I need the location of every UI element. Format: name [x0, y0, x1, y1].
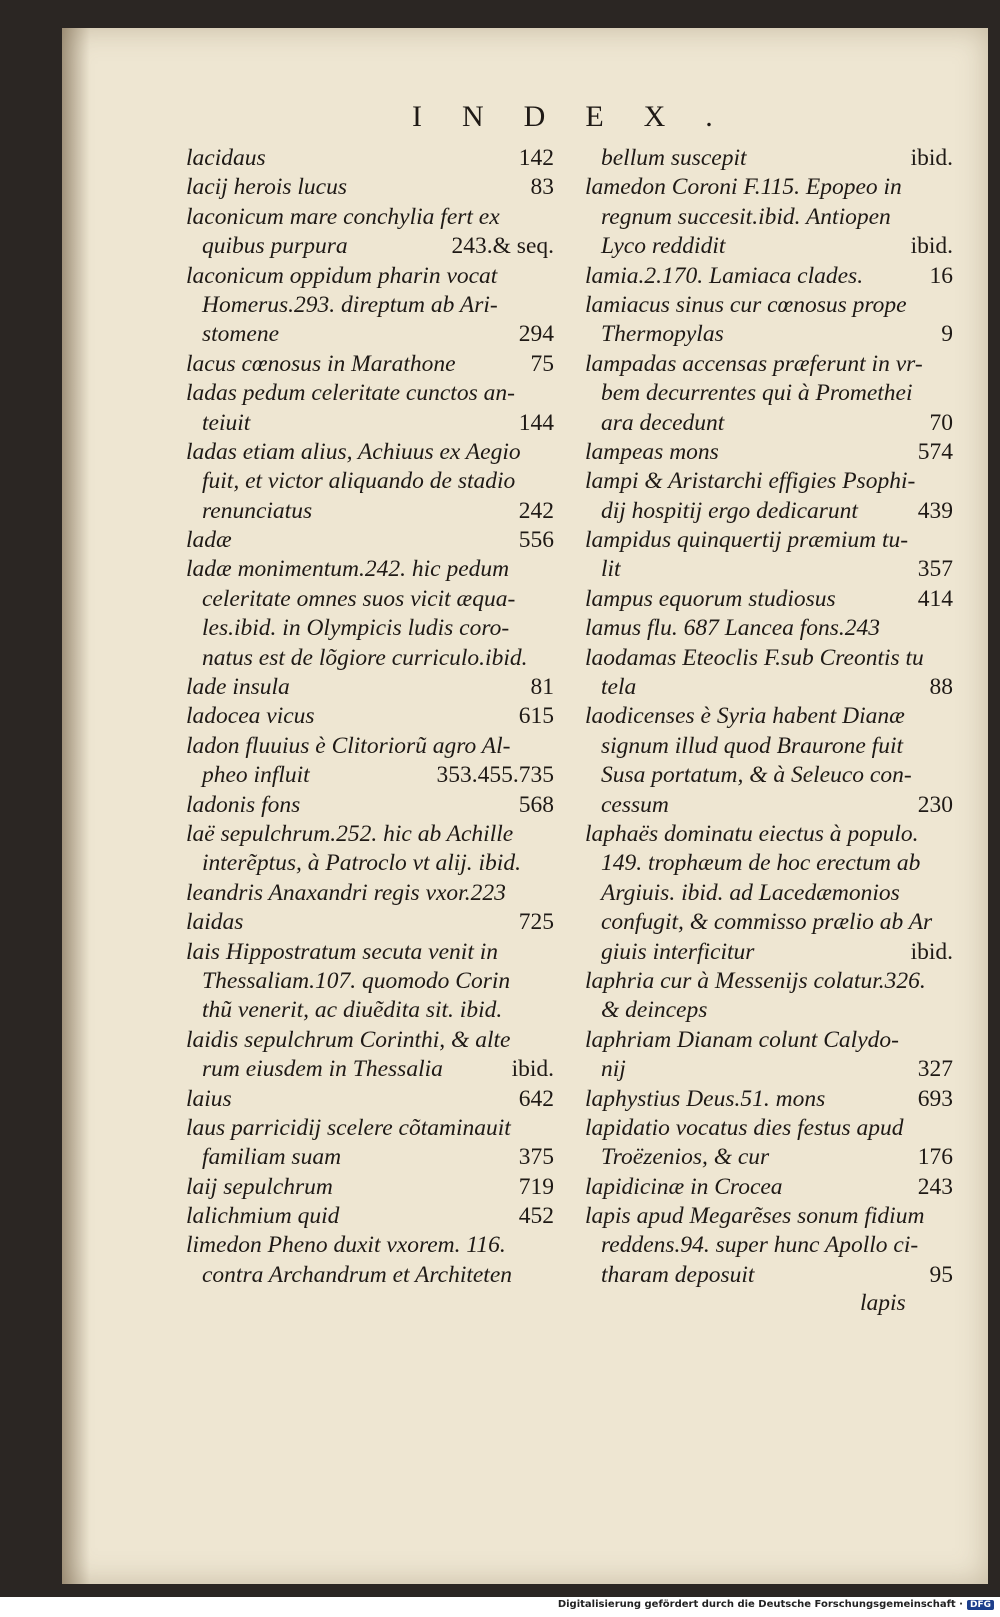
entry-text: Thermopylas	[601, 321, 724, 348]
index-entry-line	[585, 232, 953, 261]
entry-text: reddens.94. super hunc Apollo ci-	[601, 1232, 919, 1259]
entry-text: lamiacus sinus cur cœnosus prope	[585, 291, 907, 318]
entry-text: renunciatus	[202, 497, 313, 524]
entry-page-reference: 357	[917, 556, 953, 583]
index-entry-line	[585, 438, 953, 467]
index-entry-line	[186, 350, 554, 379]
entry-text: giuis interficitur	[601, 938, 755, 965]
index-entry-line	[186, 614, 554, 643]
entry-text: teiuit	[202, 409, 251, 436]
index-entry-line	[186, 526, 554, 555]
index-entry-line	[585, 497, 953, 526]
entry-text: Argiuis. ibid. ad Lacedæmonios	[601, 879, 900, 906]
index-entry-line	[585, 791, 953, 820]
entry-page-reference: 725	[518, 909, 554, 936]
index-entry-line	[585, 1055, 953, 1084]
page-gutter-shadow	[62, 28, 90, 1584]
entry-text: lacus cœnosus in Marathone	[186, 350, 456, 377]
entry-page-reference: 574	[917, 438, 953, 465]
entry-text: ara decedunt	[601, 409, 725, 436]
index-entry-line	[585, 1173, 953, 1202]
entry-text: Susa portatum, & à Seleuco con-	[601, 762, 912, 789]
footer-text: Digitalisierung gefördert durch die Deutsche Forschungsgemeinschaft	[557, 1599, 956, 1610]
index-entry-line	[186, 409, 554, 438]
index-entry-line	[186, 379, 554, 408]
entry-text: lapidatio vocatus dies festus apud	[585, 1114, 904, 1141]
entry-page-reference: 693	[917, 1085, 953, 1112]
index-entry-line	[585, 1202, 953, 1231]
catchword: lapis	[860, 1290, 906, 1316]
index-entry-line	[585, 1261, 953, 1290]
index-entry-line	[585, 585, 953, 614]
index-entry-line	[186, 1173, 554, 1202]
entry-text: nij	[601, 1056, 626, 1083]
index-entry-line	[585, 761, 953, 790]
entry-text: laphaës dominatu eiectus à populo.	[585, 820, 919, 847]
entry-text: lampus equorum studiosus	[585, 585, 836, 612]
entry-text: lade insula	[186, 674, 290, 701]
index-entry-line	[186, 1026, 554, 1055]
entry-text: lampi & Aristarchi effigies Psophi-	[585, 468, 916, 495]
entry-text: dij hospitij ergo dedicarunt	[601, 497, 858, 524]
entry-text: regnum succesit.ibid. Antiopen	[601, 203, 891, 230]
index-entry-line	[186, 938, 554, 967]
entry-page-reference: 70	[929, 409, 953, 436]
entry-text: ladocea vicus	[186, 703, 315, 730]
entry-page-reference: 88	[929, 674, 953, 701]
entry-page-reference: 568	[518, 791, 554, 818]
index-entry-line	[585, 967, 953, 996]
entry-text: lalichmium quid	[186, 1203, 340, 1230]
entry-text: lamus flu. 687 Lancea fons.243	[585, 615, 881, 642]
index-entry-line	[186, 908, 554, 937]
entry-text: ladæ monimentum.242. hic pedum	[186, 556, 510, 583]
entry-text: confugit, & commisso prælio ab Ar	[601, 909, 933, 936]
entry-page-reference: 327	[917, 1056, 953, 1083]
entry-text: Lyco reddidit	[601, 233, 726, 260]
entry-text: & deinceps	[601, 997, 708, 1024]
entry-text: lampidus quinquertij præmium tu-	[585, 527, 909, 554]
entry-text: familiam suam	[202, 1144, 342, 1171]
index-entry-line	[186, 761, 554, 790]
entry-text: lamedon Coroni F.115. Epopeo in	[585, 174, 902, 201]
entry-page-reference: 414	[917, 585, 953, 612]
index-entry-line	[186, 262, 554, 291]
entry-text: lacij herois lucus	[186, 174, 348, 201]
dfg-logo-icon: DFG	[967, 1600, 994, 1610]
entry-text: ladas etiam alius, Achiuus ex Aegio	[186, 438, 521, 465]
entry-text: bellum suscepit	[601, 145, 747, 171]
entry-text: lit	[601, 556, 621, 583]
entry-text: interẽptus, à Patroclo vt alij. ibid.	[202, 850, 521, 877]
index-entry-line	[585, 291, 953, 320]
index-entry-line	[186, 585, 554, 614]
index-entry-line	[186, 673, 554, 702]
entry-page-reference: 95	[929, 1261, 953, 1288]
index-entry-line	[186, 173, 554, 202]
index-entry-line	[186, 1202, 554, 1231]
entry-page-reference: 9	[941, 321, 953, 348]
entry-text: laodicenses è Syria habent Dianæ	[585, 703, 905, 730]
entry-page-reference: ibid.	[511, 1056, 554, 1083]
entry-text: laidis sepulchrum Corinthi, & alte	[186, 1026, 511, 1053]
entry-page-reference: 294	[518, 321, 554, 348]
index-entry-line	[585, 938, 953, 967]
entry-text: lapidicinæ in Crocea	[585, 1173, 783, 1200]
page-header: INDEX.	[412, 100, 753, 133]
index-entry-line	[186, 203, 554, 232]
index-entry-line	[585, 320, 953, 349]
entry-text: laius	[186, 1085, 232, 1112]
index-column-right	[585, 144, 953, 1290]
entry-page-reference: 83	[530, 174, 554, 201]
index-entry-line	[585, 409, 953, 438]
entry-page-reference: 719	[518, 1173, 554, 1200]
entry-page-reference: 142	[518, 145, 554, 171]
entry-text: Troëzenios, & cur	[601, 1144, 770, 1171]
entry-text: laidas	[186, 909, 244, 936]
index-entry-line	[186, 1085, 554, 1114]
index-entry-line	[585, 996, 953, 1025]
entry-text: thũ venerit, ac diuẽdita sit. ibid.	[202, 997, 503, 1024]
entry-text: natus est de lõgiore curriculo.ibid.	[202, 644, 528, 671]
entry-page-reference: 242	[518, 497, 554, 524]
entry-text: laë sepulchrum.252. hic ab Achille	[186, 820, 514, 847]
index-entry-line	[585, 379, 953, 408]
index-entry-line	[186, 144, 554, 173]
index-entry-line	[585, 555, 953, 584]
entry-page-reference: ibid.	[910, 145, 953, 171]
index-column-left	[186, 144, 554, 1290]
index-entry-line	[585, 1231, 953, 1260]
entry-text: tharam deposuit	[601, 1261, 755, 1288]
entry-text: Thessaliam.107. quomodo Corin	[202, 967, 511, 994]
index-entry-line	[186, 879, 554, 908]
entry-text: bem decurrentes qui à Promethei	[601, 380, 913, 407]
entry-text: signum illud quod Braurone fuit	[601, 732, 904, 759]
index-entry-line	[585, 1085, 953, 1114]
index-entry-line	[585, 702, 953, 731]
index-entry-line	[585, 526, 953, 555]
index-entry-line	[585, 1143, 953, 1172]
entry-page-reference: 243	[917, 1173, 953, 1200]
entry-page-reference: 642	[518, 1085, 554, 1112]
entry-text: leandris Anaxandri regis vxor.223	[186, 879, 506, 906]
entry-page-reference: 452	[518, 1203, 554, 1230]
index-entry-line	[585, 879, 953, 908]
entry-text: quibus purpura	[202, 233, 348, 260]
entry-text: 149. trophæum de hoc erectum ab	[601, 850, 921, 877]
index-entry-line	[186, 820, 554, 849]
digitization-footer: Digitalisierung gefördert durch die Deutsche Forschungsgemeinschaft · DFG	[558, 1599, 994, 1610]
entry-text: contra Archandrum et Architeten	[202, 1261, 513, 1288]
index-entry-line	[186, 438, 554, 467]
index-entry-line	[585, 203, 953, 232]
index-entry-line	[186, 702, 554, 731]
entry-text: fuit, et victor aliquando de stadio	[202, 468, 516, 495]
index-entry-line	[186, 467, 554, 496]
entry-text: ladonis fons	[186, 791, 301, 818]
entry-text: ladas pedum celeritate cunctos an-	[186, 380, 515, 407]
index-entry-line	[585, 820, 953, 849]
entry-text: laphystius Deus.51. mons	[585, 1085, 826, 1112]
index-entry-line	[585, 262, 953, 291]
index-entry-line	[585, 849, 953, 878]
index-entry-line	[585, 1026, 953, 1055]
index-entry-line	[186, 732, 554, 761]
entry-page-reference: ibid.	[910, 233, 953, 260]
entry-page-reference: 375	[518, 1144, 554, 1171]
entry-text: lampadas accensas præferunt in vr-	[585, 350, 923, 377]
index-entry-line	[585, 350, 953, 379]
index-entry-line	[585, 467, 953, 496]
index-entry-line	[585, 144, 953, 173]
entry-text: rum eiusdem in Thessalia	[202, 1056, 443, 1083]
entry-text: laconicum oppidum pharin vocat	[186, 262, 498, 289]
index-entry-line	[186, 1143, 554, 1172]
entry-text: laconicum mare conchylia fert ex	[186, 203, 500, 230]
entry-page-reference: 615	[518, 703, 554, 730]
entry-text: pheo influit	[202, 762, 310, 789]
entry-text: lapis apud Megarẽses sonum fidium	[585, 1203, 925, 1230]
entry-text: lacidaus	[186, 145, 266, 171]
index-entry-line	[186, 996, 554, 1025]
entry-page-reference: 81	[530, 674, 554, 701]
entry-text: laij sepulchrum	[186, 1173, 333, 1200]
index-entry-line	[585, 173, 953, 202]
entry-text: laphriam Dianam colunt Calydo-	[585, 1026, 899, 1053]
entry-text: laus parricidij scelere cõtaminauit	[186, 1114, 511, 1141]
index-entry-line	[186, 1055, 554, 1084]
index-entry-line	[585, 732, 953, 761]
entry-page-reference: 176	[917, 1144, 953, 1171]
index-entry-line	[186, 967, 554, 996]
entry-text: lamia.2.170. Lamiaca clades.	[585, 262, 864, 289]
entry-text: ladon fluuius è Clitoriorũ agro Al-	[186, 732, 511, 759]
entry-page-reference: ibid.	[910, 938, 953, 965]
index-entry-line	[186, 1261, 554, 1290]
index-entry-line	[186, 1231, 554, 1260]
index-entry-line	[585, 673, 953, 702]
entry-page-reference: 230	[917, 791, 953, 818]
entry-text: les.ibid. in Olympicis ludis coro-	[202, 615, 510, 642]
index-entry-line	[186, 555, 554, 584]
index-entry-line	[186, 320, 554, 349]
index-entry-line	[585, 1114, 953, 1143]
entry-page-reference: 556	[518, 527, 554, 554]
entry-text: ladæ	[186, 527, 232, 554]
entry-text: stomene	[202, 321, 280, 348]
index-entry-line	[585, 644, 953, 673]
entry-text: lampeas mons	[585, 438, 719, 465]
entry-text: laodamas Eteoclis F.sub Creontis tu	[585, 644, 924, 671]
entry-page-reference: 353.455.735	[436, 762, 554, 789]
index-entry-line	[186, 849, 554, 878]
entry-page-reference: 243.& seq.	[451, 233, 554, 260]
index-entry-line	[186, 291, 554, 320]
index-entry-line	[186, 1114, 554, 1143]
entry-text: cessum	[601, 791, 669, 818]
entry-page-reference: 144	[518, 409, 554, 436]
entry-text: tela	[601, 674, 637, 701]
entry-page-reference: 439	[917, 497, 953, 524]
entry-text: Homerus.293. direptum ab Ari-	[202, 291, 498, 318]
entry-page-reference: 16	[929, 262, 953, 289]
index-entry-line	[585, 908, 953, 937]
entry-text: limedon Pheno duxit vxorem. 116.	[186, 1232, 506, 1259]
index-entry-line	[186, 644, 554, 673]
index-entry-line	[186, 497, 554, 526]
entry-text: laphria cur à Messenijs colatur.326.	[585, 967, 926, 994]
entry-page-reference: 75	[530, 350, 554, 377]
index-entry-line	[585, 614, 953, 643]
entry-text: celeritate omnes suos vicit æqua-	[202, 585, 516, 612]
index-entry-line	[186, 232, 554, 261]
entry-text: lais Hippostratum secuta venit in	[186, 938, 499, 965]
index-entry-line	[186, 791, 554, 820]
